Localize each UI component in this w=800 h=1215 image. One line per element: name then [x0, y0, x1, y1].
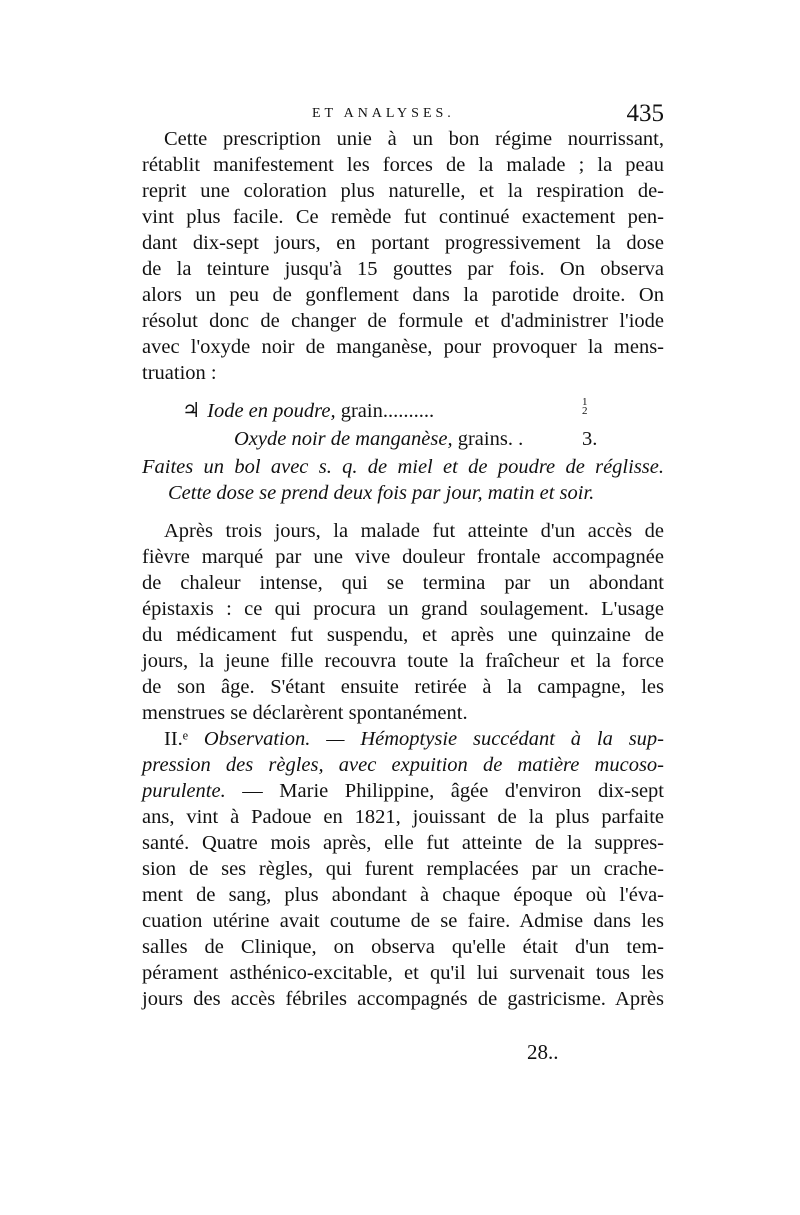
signature-mark: 28.. — [527, 1040, 559, 1064]
paragraph-3 — [142, 804, 664, 1012]
recipe-ingredient: Iode en poudre, — [207, 400, 336, 422]
text-line: rétablit manifestement les forces de la malade ; la peau — [142, 154, 664, 176]
recipe-instruction: Cette dose se prend deux fois par jour, matin et soir. — [168, 482, 595, 504]
text-line: sion de ses règles, qui furent remplacées par un crache- — [142, 858, 664, 880]
recipe-unit: grains. . — [457, 428, 524, 450]
observation-heading — [142, 726, 664, 804]
text-line: épistaxis : ce qui procura un grand soulagement. L'usage — [142, 598, 664, 620]
text-line: pression des règles, avec expuition de matière mucoso- — [142, 754, 664, 776]
text-line: dant dix-sept jours, en portant progressivement la dose — [142, 232, 664, 254]
text-line: du médicament fut suspendu, et après une quinzaine de — [142, 624, 664, 646]
paragraph-2 — [142, 518, 664, 726]
recipe-line-1 — [142, 398, 664, 426]
text-line: jours, la jeune fille recouvra toute la fraîcheur et la force — [142, 650, 664, 672]
paragraph-1 — [142, 126, 664, 386]
page-number: 435 — [626, 100, 664, 127]
recipe-block — [142, 398, 664, 506]
text-line: jours des accès fébriles accompagnés de gastricisme. Après — [142, 988, 664, 1010]
text-line: reprit une coloration plus naturelle, et la respiration de- — [142, 180, 664, 202]
observation-number: II.ᵉ — [164, 728, 189, 750]
recipe-line-2 — [142, 426, 664, 454]
text-line: ans, vint à Padoue en 1821, jouissant de la plus parfaite — [142, 806, 664, 828]
text-line: ment de sang, plus abondant à chaque époque où l'éva- — [142, 884, 664, 906]
text-line: de la teinture jusqu'à 15 gouttes par fois. On observa — [142, 258, 664, 280]
text-line: avec l'oxyde noir de manganèse, pour provoquer la mens- — [142, 336, 664, 358]
observation-label: Observation. — [203, 728, 311, 750]
text-line: Cette prescription unie à un bon régime nourrissant, — [164, 128, 664, 150]
text-line — [142, 726, 664, 752]
text-line: santé. Quatre mois après, elle fut atteinte de la suppres- — [142, 832, 664, 854]
recipe-instruction: Faites un bol avec s. q. de miel et de poudre de réglisse. — [142, 456, 664, 478]
recipe-unit: grain.......... — [340, 400, 435, 422]
text-line: vint plus facile. Ce remède fut continué exactement pen- — [142, 206, 664, 228]
observation-title: — Hémoptysie succédant à la sup- — [326, 728, 664, 750]
text-line: purulente. — Marie Philippine, âgée d'environ dix-sept — [142, 780, 664, 802]
text-line: de chaleur intense, qui se termina par un abondant — [142, 572, 664, 594]
text-line: cuation utérine avait coutume de se faire. Admise dans les — [142, 910, 664, 932]
recipe-quantity: 3. — [582, 428, 598, 450]
fraction: 1 2 — [582, 396, 588, 417]
recipe-quantity — [582, 398, 588, 424]
recipe-ingredient: Oxyde noir de manganèse, — [234, 428, 453, 450]
text-line: résolut donc de changer de formule et d'administrer l'iode — [142, 310, 664, 332]
text-line: de son âge. S'étant ensuite retirée à la campagne, les — [142, 676, 664, 698]
text-line: fièvre marqué par une vive douleur frontale accompagnée — [142, 546, 664, 568]
running-head: ET ANALYSES. — [312, 106, 455, 121]
page-body — [142, 126, 664, 1012]
text-line: menstrues se déclarèrent spontanément. — [142, 702, 468, 724]
text-line: salles de Clinique, on observa qu'elle était d'un tem- — [142, 936, 664, 958]
text-line: alors un peu de gonflement dans la parotide droite. On — [142, 284, 664, 306]
jupiter-symbol: ♃ — [182, 400, 201, 422]
text-line: truation : — [142, 362, 217, 384]
text-line: pérament asthénico-excitable, et qu'il lui survenait tous les — [142, 962, 664, 984]
text-line: Après trois jours, la malade fut atteinte d'un accès de — [164, 520, 664, 542]
